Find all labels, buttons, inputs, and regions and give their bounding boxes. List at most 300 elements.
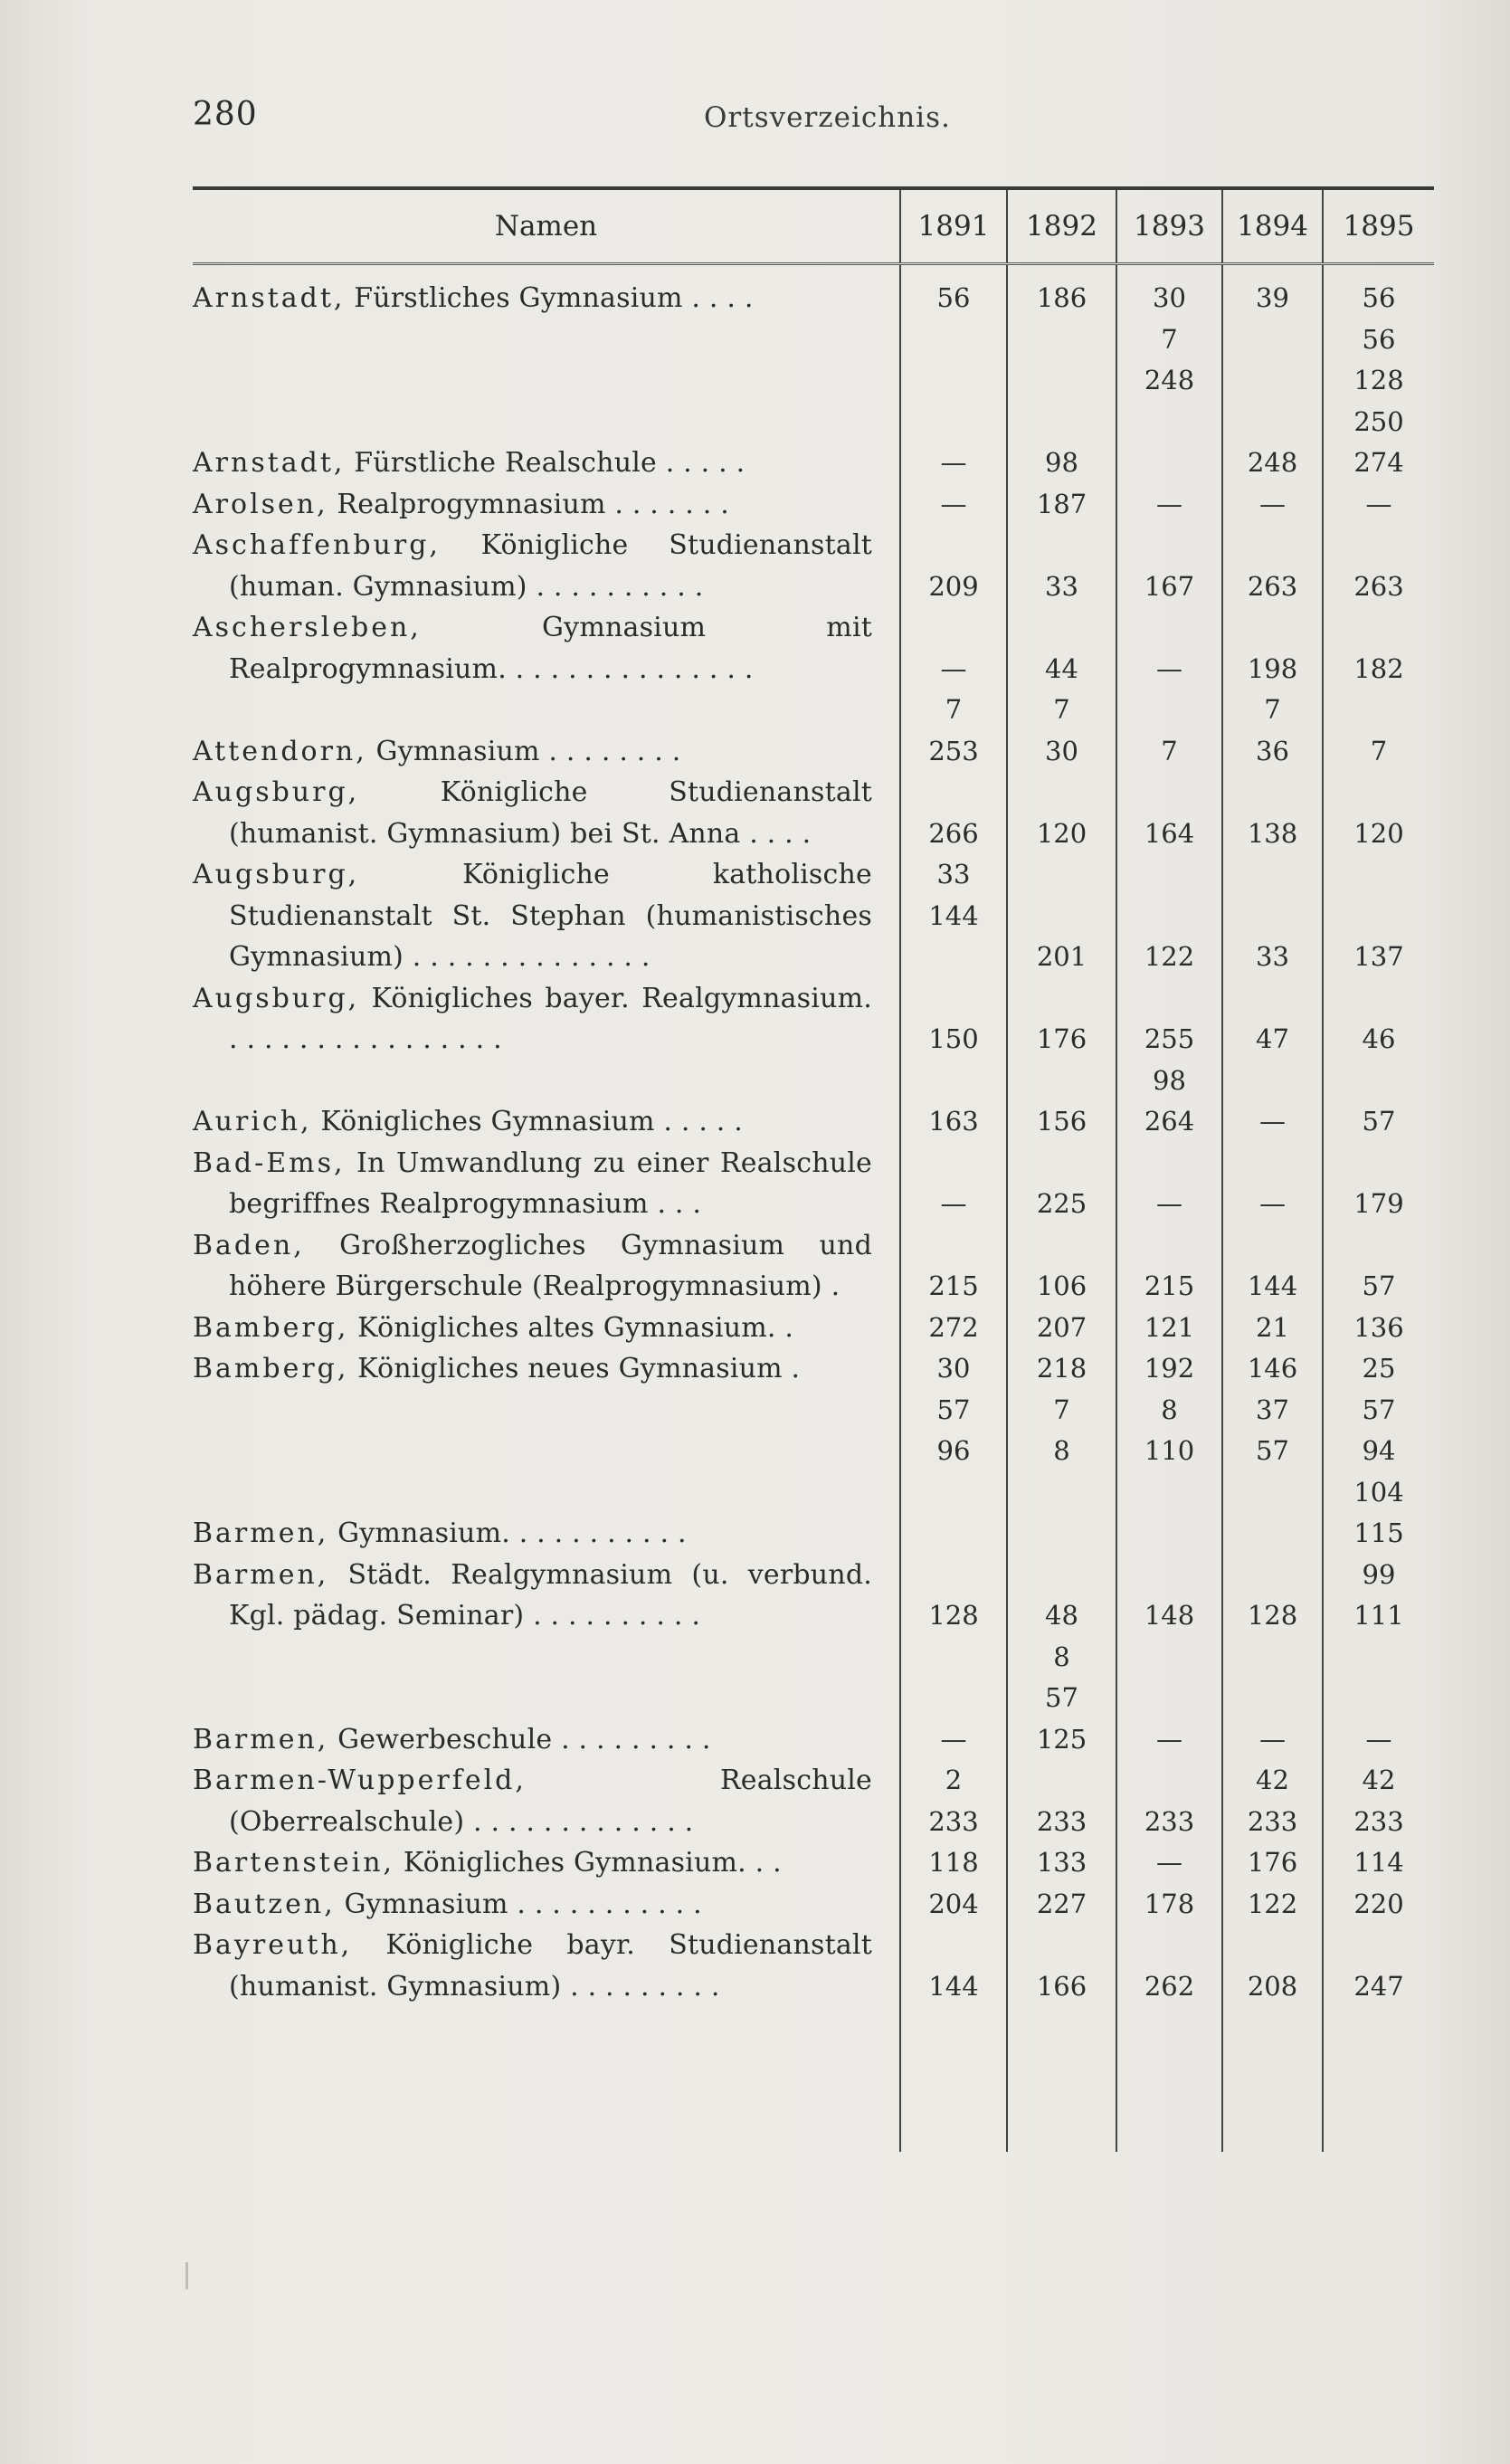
value-cell-1895 xyxy=(1323,319,1434,484)
value-cell-1895 xyxy=(1323,1842,1434,1884)
count-value: 125 xyxy=(1036,1723,1087,1755)
value-cell-1894 xyxy=(1222,1925,1323,2007)
table-row xyxy=(193,1760,1434,1842)
value-cell-1894 xyxy=(1222,1842,1323,1884)
value-cell-1895 xyxy=(1323,772,1434,854)
count-value: 37 xyxy=(1256,1394,1289,1425)
value-cell-1891 xyxy=(900,1637,1007,1761)
count-value: 48 xyxy=(1045,1600,1078,1631)
count-value: 179 xyxy=(1353,1188,1404,1219)
table-row xyxy=(193,1061,1434,1143)
value-cell-1893 xyxy=(1116,854,1222,978)
count-value: 146 xyxy=(1247,1353,1298,1384)
leader-dots: . . . . . . . . . . xyxy=(527,570,704,603)
school-description: Gewerbeschule xyxy=(337,1723,553,1755)
school-description: Städt. Realgymnasium (u. verbund. Kgl. pädag. Seminar) xyxy=(229,1558,872,1632)
value-cell-1892 xyxy=(1007,1225,1116,1308)
count-value: 156 xyxy=(1036,1106,1087,1137)
value-cell-1895 xyxy=(1323,1308,1434,1349)
count-value: 122 xyxy=(1247,1888,1298,1919)
table-row xyxy=(193,484,1434,526)
count-value: 272 xyxy=(928,1311,979,1343)
tail-value-cell xyxy=(1222,2007,1323,2152)
place-name: Arolsen, xyxy=(193,488,328,520)
value-cell-1893 xyxy=(1116,1842,1222,1884)
count-value: 30 xyxy=(936,1353,971,1384)
school-name-cell xyxy=(193,607,900,690)
school-entry xyxy=(193,1555,872,1637)
value-cell-1893 xyxy=(1116,1555,1222,1637)
value-cell-1894 xyxy=(1222,690,1323,772)
school-description: Gymnasium mit Realprogymnasium. xyxy=(229,612,872,685)
value-cell-1891 xyxy=(900,1308,1007,1349)
value-cell-1894 xyxy=(1222,1348,1323,1390)
school-name-cell xyxy=(193,978,900,1061)
column-header-namen: Namen xyxy=(193,188,900,264)
leader-dots: . . . . . . . . . . . . . . . . xyxy=(229,1023,502,1055)
school-entry xyxy=(193,278,872,319)
table-row xyxy=(193,1348,1434,1390)
value-cell-1891 xyxy=(900,854,1007,978)
value-cell-1895 xyxy=(1323,1061,1434,1143)
count-value: 207 xyxy=(1036,1311,1087,1343)
value-cell-1892 xyxy=(1007,525,1116,607)
school-name-cell xyxy=(193,1842,900,1884)
count-value: 128 xyxy=(928,1600,979,1631)
place-name: Barmen, xyxy=(193,1558,329,1591)
leader-dots: . . . . . . . . . xyxy=(561,1970,720,2003)
count-value: 204 xyxy=(928,1888,979,1919)
place-name: Arnstadt, xyxy=(193,282,346,314)
value-cell-1892 xyxy=(1007,264,1116,319)
value-cell-1893 xyxy=(1116,1225,1222,1308)
count-value: 148 xyxy=(1144,1600,1195,1631)
count-value: — xyxy=(1365,488,1392,519)
value-cell-1892 xyxy=(1007,854,1116,978)
school-description: Königliche Studienanstalt (human. Gymnasium) xyxy=(229,529,872,603)
count-value: 163 xyxy=(928,1106,979,1137)
table-row xyxy=(193,1637,1434,1761)
count-value: — xyxy=(1259,1723,1286,1755)
school-name-cell xyxy=(193,1637,900,1761)
value-cell-1891 xyxy=(900,525,1007,607)
place-name: Bamberg, xyxy=(193,1311,349,1344)
count-value: 164 xyxy=(1144,817,1195,849)
value-cell-1895 xyxy=(1323,1348,1434,1390)
count-value: 36 xyxy=(1256,735,1289,766)
value-cell-1891 xyxy=(900,1925,1007,2007)
count-value: 144 xyxy=(1247,1270,1298,1301)
count-value: 57 xyxy=(1362,1106,1396,1137)
value-cell-1894 xyxy=(1222,607,1323,690)
school-entry xyxy=(193,1348,872,1390)
value-cell-1891 xyxy=(900,1348,1007,1390)
leader-dots: . . xyxy=(746,1847,782,1879)
count-value: 115 xyxy=(1353,1517,1404,1548)
value-cell-1892 xyxy=(1007,1308,1116,1349)
value-cell-1893 xyxy=(1116,690,1222,772)
count-value: 248 xyxy=(1144,365,1195,395)
value-cell-1891 xyxy=(900,1760,1007,1842)
count-value: — xyxy=(1156,1723,1182,1755)
school-name-cell xyxy=(193,1555,900,1637)
count-value: 7 xyxy=(1161,735,1178,766)
value-cell-1895 xyxy=(1323,1925,1434,2007)
count-value: 255 xyxy=(1144,1023,1195,1054)
table-row xyxy=(193,525,1434,607)
count-value: 250 xyxy=(1353,405,1404,437)
school-name-cell xyxy=(193,854,900,978)
table-row xyxy=(193,772,1434,854)
count-value: 8 xyxy=(1053,1435,1070,1466)
count-value: 263 xyxy=(1353,570,1404,602)
count-value: 122 xyxy=(1144,941,1195,972)
table-row xyxy=(193,1925,1434,2007)
count-value: 8 xyxy=(1053,1641,1070,1672)
table-body xyxy=(193,264,1434,2153)
school-description: In Umwandlung zu einer Realschule begriffnes Realprogymnasium xyxy=(229,1146,872,1220)
count-value: — xyxy=(1156,1188,1182,1219)
value-cell-1892 xyxy=(1007,1390,1116,1555)
count-value: 248 xyxy=(1247,447,1298,478)
count-value: 94 xyxy=(1362,1435,1396,1466)
count-value: 215 xyxy=(1144,1270,1195,1301)
count-value: 111 xyxy=(1353,1600,1404,1631)
leader-dots: . . . . . . . . . . . xyxy=(508,1888,702,1920)
value-cell-1895 xyxy=(1323,1390,1434,1555)
school-entry xyxy=(193,772,872,854)
count-value: 104 xyxy=(1353,1476,1404,1508)
count-value: 118 xyxy=(928,1847,979,1878)
tail-name-cell xyxy=(193,2007,900,2152)
table-row xyxy=(193,319,1434,484)
value-cell-1893 xyxy=(1116,978,1222,1061)
count-value: 2 xyxy=(945,1765,963,1795)
count-value: 137 xyxy=(1353,941,1404,972)
count-value: 136 xyxy=(1353,1311,1404,1343)
school-name-cell xyxy=(193,772,900,854)
value-cell-1895 xyxy=(1323,1143,1434,1225)
count-value: 57 xyxy=(1362,1270,1396,1301)
count-value: 208 xyxy=(1247,1970,1298,2002)
value-cell-1895 xyxy=(1323,264,1434,319)
school-name-cell xyxy=(193,1225,900,1308)
value-cell-1893 xyxy=(1116,772,1222,854)
count-value: — xyxy=(1259,1106,1286,1137)
count-value: — xyxy=(940,1723,967,1755)
page-header xyxy=(193,90,1510,145)
count-value: — xyxy=(940,447,967,478)
count-value: 262 xyxy=(1144,1970,1195,2002)
leader-dots: . . . . xyxy=(682,282,754,314)
table-row xyxy=(193,607,1434,690)
leader-dots: . xyxy=(775,1311,794,1344)
table-row xyxy=(193,1225,1434,1308)
value-cell-1891 xyxy=(900,1390,1007,1555)
count-value: 178 xyxy=(1144,1888,1195,1919)
school-name-cell xyxy=(193,525,900,607)
count-value: 274 xyxy=(1353,447,1404,478)
school-description: Realprogymnasium xyxy=(337,488,606,520)
value-cell-1895 xyxy=(1323,484,1434,526)
value-cell-1892 xyxy=(1007,607,1116,690)
tail-value-cell xyxy=(1116,2007,1222,2152)
table-row xyxy=(193,1555,1434,1637)
value-cell-1893 xyxy=(1116,1925,1222,2007)
count-value: — xyxy=(1259,1188,1286,1219)
count-value: 166 xyxy=(1036,1970,1087,2002)
school-entry xyxy=(193,1101,872,1143)
school-entry xyxy=(193,1925,872,2007)
value-cell-1894 xyxy=(1222,1143,1323,1225)
count-value: 39 xyxy=(1256,282,1289,313)
school-entry xyxy=(193,1842,872,1884)
count-value: 182 xyxy=(1353,652,1404,684)
count-value: 57 xyxy=(1362,1394,1396,1425)
column-header-1892: 1892 xyxy=(1007,188,1116,264)
school-description: Königliche bayr. Studienanstalt (humanist. Gymnasium) xyxy=(229,1929,872,2003)
value-cell-1892 xyxy=(1007,978,1116,1061)
value-cell-1892 xyxy=(1007,1842,1116,1884)
value-cell-1893 xyxy=(1116,1390,1222,1555)
count-value: 263 xyxy=(1247,570,1298,602)
school-name-cell xyxy=(193,1760,900,1842)
count-value: 33 xyxy=(936,859,971,890)
school-entry xyxy=(193,1760,872,1842)
school-entry xyxy=(193,978,872,1061)
count-value: — xyxy=(1156,1847,1182,1878)
value-cell-1893 xyxy=(1116,1308,1222,1349)
value-cell-1894 xyxy=(1222,1637,1323,1761)
count-value: 233 xyxy=(1036,1805,1087,1837)
school-name-cell xyxy=(193,1143,900,1225)
place-name: Arnstadt, xyxy=(193,447,346,479)
paper-mark xyxy=(185,2262,188,2289)
count-value: 96 xyxy=(936,1435,971,1466)
table-row xyxy=(193,978,1434,1061)
count-value: 233 xyxy=(928,1805,979,1837)
leader-dots: . . . . . . . . xyxy=(539,735,681,767)
count-value: — xyxy=(1156,652,1182,684)
count-value: 42 xyxy=(1362,1765,1396,1795)
value-cell-1894 xyxy=(1222,1760,1323,1842)
table-row xyxy=(193,1143,1434,1225)
value-cell-1894 xyxy=(1222,978,1323,1061)
value-cell-1891 xyxy=(900,1225,1007,1308)
count-value: — xyxy=(1259,488,1286,519)
school-description: Großherzogliches Gymnasium und höhere Bürgerschule (Realprogymnasium) xyxy=(229,1229,872,1302)
count-value: 106 xyxy=(1036,1270,1087,1301)
value-cell-1892 xyxy=(1007,1061,1116,1143)
value-cell-1893 xyxy=(1116,1348,1222,1390)
count-value: 120 xyxy=(1353,817,1404,849)
value-cell-1894 xyxy=(1222,264,1323,319)
count-value: 192 xyxy=(1144,1353,1195,1384)
school-description: Fürstliches Gymnasium xyxy=(354,282,683,314)
value-cell-1891 xyxy=(900,1061,1007,1143)
count-value: 30 xyxy=(1153,282,1186,313)
school-description: Gymnasium. xyxy=(337,1517,510,1549)
school-name-cell xyxy=(193,264,900,319)
school-description: Königliche katholische Studienanstalt St. Stephan (humanistisches Gymnasium) xyxy=(229,859,872,973)
school-name-cell xyxy=(193,319,900,484)
value-cell-1892 xyxy=(1007,1760,1116,1842)
count-value: 176 xyxy=(1036,1023,1087,1054)
school-description: Königliche Studienanstalt (humanist. Gymnasium) bei St. Anna xyxy=(229,776,872,850)
count-value: 47 xyxy=(1256,1023,1289,1054)
school-description: Realschule (Oberrealschule) xyxy=(229,1765,872,1838)
place-name: Bautzen, xyxy=(193,1888,336,1920)
value-cell-1894 xyxy=(1222,1555,1323,1637)
count-value: 114 xyxy=(1353,1847,1404,1878)
school-description: Königliches Gymnasium. xyxy=(403,1847,746,1879)
count-value: 33 xyxy=(1045,570,1078,602)
value-cell-1893 xyxy=(1116,525,1222,607)
count-value: 98 xyxy=(1153,1064,1186,1096)
value-cell-1895 xyxy=(1323,978,1434,1061)
column-header-1895: 1895 xyxy=(1323,188,1434,264)
place-name: Aurich, xyxy=(193,1106,312,1137)
count-value: 133 xyxy=(1036,1847,1087,1878)
count-value: 201 xyxy=(1036,941,1087,972)
place-name: Barmen, xyxy=(193,1517,329,1549)
value-cell-1893 xyxy=(1116,319,1222,484)
place-name: Baden, xyxy=(193,1229,305,1261)
count-value: 56 xyxy=(1362,282,1396,313)
school-entry xyxy=(193,607,872,690)
place-name: Barmen, xyxy=(193,1723,329,1755)
table-row xyxy=(193,264,1434,319)
leader-dots: . . . . . . . . . . . . . . xyxy=(404,941,651,973)
place-name: Aschersleben, xyxy=(193,612,422,643)
value-cell-1894 xyxy=(1222,1061,1323,1143)
school-entry xyxy=(193,484,872,526)
count-value: 144 xyxy=(928,899,979,931)
value-cell-1892 xyxy=(1007,484,1116,526)
count-value: 46 xyxy=(1362,1023,1396,1054)
value-cell-1895 xyxy=(1323,1760,1434,1842)
value-cell-1895 xyxy=(1323,1555,1434,1637)
value-cell-1892 xyxy=(1007,1925,1116,2007)
column-header-1893: 1893 xyxy=(1116,188,1222,264)
table-row xyxy=(193,854,1434,978)
count-value: — xyxy=(940,652,967,684)
count-value: 21 xyxy=(1256,1311,1289,1343)
school-description: Gymnasium xyxy=(344,1888,508,1920)
count-value: 33 xyxy=(1256,941,1289,972)
value-cell-1894 xyxy=(1222,319,1323,484)
school-description: Königliches neues Gymnasium xyxy=(357,1353,783,1384)
value-cell-1891 xyxy=(900,1842,1007,1884)
value-cell-1893 xyxy=(1116,607,1222,690)
leader-dots: . . . . . . . . . . xyxy=(509,1517,687,1549)
column-header-1891: 1891 xyxy=(900,188,1007,264)
school-entry xyxy=(193,1143,872,1225)
table-row xyxy=(193,690,1434,772)
count-value: 144 xyxy=(928,1970,979,2002)
count-value: 57 xyxy=(1256,1435,1289,1466)
count-value: 233 xyxy=(1144,1805,1195,1837)
count-value: 25 xyxy=(1362,1353,1396,1384)
count-value: 233 xyxy=(1353,1805,1404,1837)
value-cell-1893 xyxy=(1116,264,1222,319)
value-cell-1894 xyxy=(1222,1884,1323,1926)
value-cell-1891 xyxy=(900,264,1007,319)
school-entry xyxy=(193,1719,872,1761)
value-cell-1895 xyxy=(1323,1884,1434,1926)
count-value: 215 xyxy=(928,1270,979,1301)
place-name: Augsburg, xyxy=(193,776,360,808)
value-cell-1892 xyxy=(1007,772,1116,854)
count-value: 187 xyxy=(1036,488,1087,519)
count-value: 220 xyxy=(1353,1888,1404,1919)
tail-value-cell xyxy=(900,2007,1007,2152)
school-entry xyxy=(193,1513,872,1555)
tail-value-cell xyxy=(1323,2007,1434,2152)
school-entry xyxy=(193,1308,872,1349)
school-name-cell xyxy=(193,1061,900,1143)
school-name-cell xyxy=(193,484,900,526)
value-cell-1894 xyxy=(1222,854,1323,978)
count-value: 167 xyxy=(1144,570,1195,602)
count-value: 138 xyxy=(1247,817,1298,849)
column-header-1894: 1894 xyxy=(1222,188,1323,264)
leader-dots: . . . . xyxy=(740,817,812,850)
school-name-cell xyxy=(193,1308,900,1349)
count-value: 42 xyxy=(1256,1765,1289,1795)
count-value: — xyxy=(940,1188,967,1219)
value-cell-1894 xyxy=(1222,772,1323,854)
place-name: Bartenstein, xyxy=(193,1847,395,1879)
value-cell-1892 xyxy=(1007,1884,1116,1926)
school-description: Königliches bayer. Realgymnasium. xyxy=(371,982,872,1014)
school-name-cell xyxy=(193,1925,900,2007)
school-name-cell xyxy=(193,1390,900,1555)
place-name: Barmen-Wupperfeld, xyxy=(193,1765,527,1796)
leader-dots: . . . . . xyxy=(656,447,746,479)
count-value: 121 xyxy=(1144,1311,1195,1343)
value-cell-1891 xyxy=(900,1143,1007,1225)
value-cell-1893 xyxy=(1116,1760,1222,1842)
count-value: — xyxy=(940,488,967,519)
table-row xyxy=(193,1884,1434,1926)
count-value: 99 xyxy=(1362,1558,1396,1590)
count-value: 7 xyxy=(1053,694,1070,725)
table-tail xyxy=(193,2007,1434,2152)
value-cell-1893 xyxy=(1116,484,1222,526)
leader-dots: . . . . . . . . . . . . . . xyxy=(506,652,754,685)
count-value: 57 xyxy=(1045,1682,1078,1713)
value-cell-1891 xyxy=(900,484,1007,526)
running-title: Ortsverzeichnis. xyxy=(704,101,951,134)
count-value: — xyxy=(1365,1723,1392,1755)
place-name: Bamberg, xyxy=(193,1353,349,1384)
count-value: 253 xyxy=(928,735,979,766)
count-value: 233 xyxy=(1247,1805,1298,1837)
value-cell-1894 xyxy=(1222,484,1323,526)
count-value: 7 xyxy=(1370,735,1388,766)
value-cell-1894 xyxy=(1222,1308,1323,1349)
value-cell-1892 xyxy=(1007,1555,1116,1637)
table-row xyxy=(193,1842,1434,1884)
count-value: 218 xyxy=(1036,1353,1087,1384)
school-description: Fürstliche Realschule xyxy=(354,447,657,479)
value-cell-1895 xyxy=(1323,854,1434,978)
count-value: 110 xyxy=(1144,1435,1195,1466)
school-entry xyxy=(193,1225,872,1308)
leader-dots: . xyxy=(821,1270,840,1302)
leader-dots: . . . . . xyxy=(654,1106,744,1137)
